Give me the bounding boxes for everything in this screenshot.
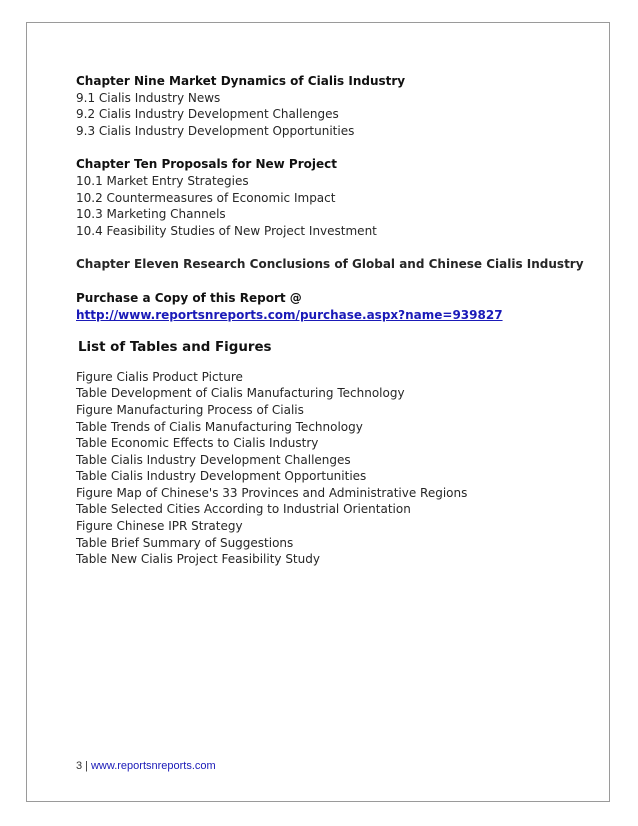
page-content [76,73,584,568]
list-item: Table Development of Cialis Manufacturing Technology [76,386,405,401]
chapter-nine-item: 9.3 Cialis Industry Development Opportunities [76,123,355,138]
list-item: Figure Map of Chinese's 33 Provinces and Administrative Regions [76,485,468,500]
purchase-label: Purchase a Copy of this Report @ [76,290,302,305]
page-number: 3 [76,760,83,772]
footer-separator: | [85,760,88,772]
list-item: Table Selected Cities According to Industrial Orientation [76,502,411,517]
tables-figures-list [76,369,576,568]
list-item: Table Cialis Industry Development Opportunities [76,469,367,484]
chapter-ten-item: 10.2 Countermeasures of Economic Impact [76,190,336,205]
chapter-ten-item: 10.1 Market Entry Strategies [76,173,249,188]
chapter-ten-item: 10.4 Feasibility Studies of New Project Investment [76,223,377,238]
list-item: Table Brief Summary of Suggestions [76,535,294,550]
purchase-section [76,290,576,323]
chapter-nine-item: 9.1 Cialis Industry News [76,90,221,105]
list-item: Figure Manufacturing Process of Cialis [76,402,304,417]
page-footer [76,760,216,772]
list-item: Table Cialis Industry Development Challenges [76,452,351,467]
chapter-ten-item: 10.3 Marketing Channels [76,207,226,222]
footer-site: www.reportsnreports.com [90,760,216,772]
chapter-ten-heading: Chapter Ten Proposals for New Project [76,157,337,172]
list-item: Figure Chinese IPR Strategy [76,519,243,534]
list-item: Figure Cialis Product Picture [76,369,243,384]
purchase-link[interactable]: http://www.reportsnreports.com/purchase.aspx?name=939827 [76,307,503,322]
list-item: Table Economic Effects to Cialis Industry [76,436,319,451]
list-item: Table New Cialis Project Feasibility Study [76,552,320,567]
chapter-nine-heading: Chapter Nine Market Dynamics of Cialis Industry [76,74,406,88]
chapter-ten-section [76,156,576,239]
chapter-eleven-heading: Chapter Eleven Research Conclusions of Global and Chinese Cialis Industry [76,257,584,272]
list-item: Table Trends of Cialis Manufacturing Technology [76,419,363,434]
chapter-nine-section [76,73,576,139]
chapter-eleven-section [76,256,584,273]
tables-figures-title: List of Tables and Figures [78,340,272,356]
chapter-nine-item: 9.2 Cialis Industry Development Challenges [76,107,339,122]
